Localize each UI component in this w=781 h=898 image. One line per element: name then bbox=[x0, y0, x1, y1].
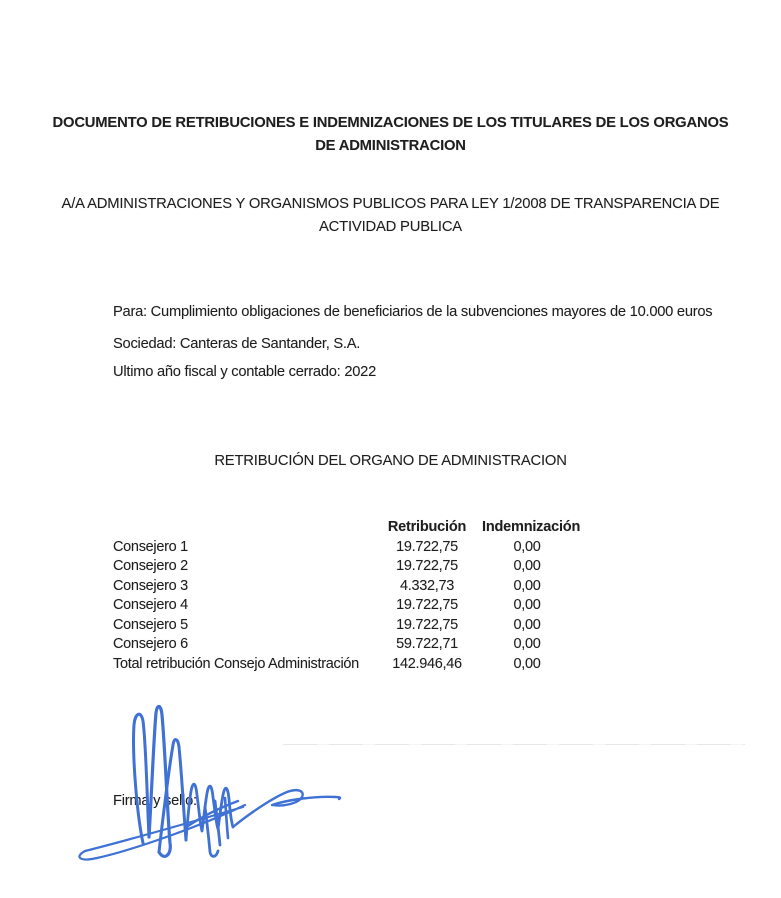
row-label: Consejero 2 bbox=[113, 558, 188, 575]
row-retribucion: 19.722,75 bbox=[396, 538, 458, 555]
signature-stroke bbox=[134, 714, 149, 843]
company-line: Sociedad: Canteras de Santander, S.A. bbox=[113, 336, 361, 352]
table-row bbox=[113, 616, 572, 636]
row-indemnizacion: 0,00 bbox=[513, 538, 541, 555]
row-indemnizacion: 0,00 bbox=[513, 577, 541, 594]
table-row bbox=[113, 557, 572, 577]
row-label: Consejero 4 bbox=[113, 597, 188, 614]
row-indemnizacion: 0,00 bbox=[513, 616, 541, 633]
handwritten-signature bbox=[55, 695, 355, 870]
table-row bbox=[113, 538, 572, 558]
row-label: Consejero 1 bbox=[113, 538, 188, 555]
document-title bbox=[0, 112, 781, 158]
row-retribucion: 19.722,75 bbox=[396, 558, 458, 575]
row-retribucion: 4.332,73 bbox=[399, 577, 455, 594]
row-indemnizacion: 0,00 bbox=[513, 597, 541, 614]
signature-stroke bbox=[79, 805, 245, 859]
fiscal-year-line: Ultimo año fiscal y contable cerrado: 2022 bbox=[113, 364, 376, 380]
signature-stroke bbox=[149, 706, 170, 856]
total-row-indemnizacion: 0,00 bbox=[513, 656, 541, 673]
document-title-line-2: DE ADMINISTRACION bbox=[315, 138, 466, 154]
table-total-row bbox=[113, 655, 572, 675]
row-indemnizacion: 0,00 bbox=[513, 636, 541, 653]
header-retribucion: Retribución bbox=[387, 519, 467, 535]
signature-stroke bbox=[205, 807, 218, 856]
purpose-line: Para: Cumplimiento obligaciones de beneficiarios de la subvenciones mayores de 10.000 euros bbox=[113, 304, 713, 320]
row-retribucion: 59.722,71 bbox=[396, 636, 458, 653]
total-row-label: Total retribución Consejo Administración bbox=[113, 656, 359, 673]
addressee-line-1: A/A ADMINISTRACIONES Y ORGANISMOS PUBLICOS PARA LEY 1/2008 DE TRANSPARENCIA DE bbox=[61, 196, 720, 212]
total-row-retribucion: 142.946,46 bbox=[392, 656, 462, 673]
signature-label: Firma y sello: bbox=[113, 793, 197, 809]
table-header-row bbox=[113, 517, 581, 537]
row-retribucion: 19.722,75 bbox=[396, 616, 458, 633]
header-indemnizacion: Indemnización bbox=[482, 519, 581, 535]
signature-stroke bbox=[215, 801, 220, 845]
row-label: Consejero 5 bbox=[113, 616, 188, 633]
header-empty-cell bbox=[113, 517, 372, 537]
row-label: Consejero 3 bbox=[113, 577, 188, 594]
table-row bbox=[113, 596, 572, 616]
signature-stroke bbox=[225, 798, 228, 838]
row-indemnizacion: 0,00 bbox=[513, 558, 541, 575]
table-row bbox=[113, 577, 572, 597]
section-heading: RETRIBUCIÓN DEL ORGANO DE ADMINISTRACION bbox=[214, 453, 567, 469]
retribution-table bbox=[113, 517, 581, 675]
signature-ink bbox=[79, 706, 340, 859]
table-row bbox=[113, 635, 572, 655]
addressee-line-2: ACTIVIDAD PUBLICA bbox=[319, 219, 462, 235]
row-retribucion: 19.722,75 bbox=[396, 597, 458, 614]
scan-artifact-line bbox=[283, 744, 745, 745]
document-title-line-1: DOCUMENTO DE RETRIBUCIONES E INDEMNIZACIONES DE LOS TITULARES DE LOS ORGANOS bbox=[52, 115, 729, 131]
row-label: Consejero 6 bbox=[113, 636, 188, 653]
addressee-block bbox=[0, 193, 781, 239]
signature-stroke bbox=[233, 790, 340, 827]
